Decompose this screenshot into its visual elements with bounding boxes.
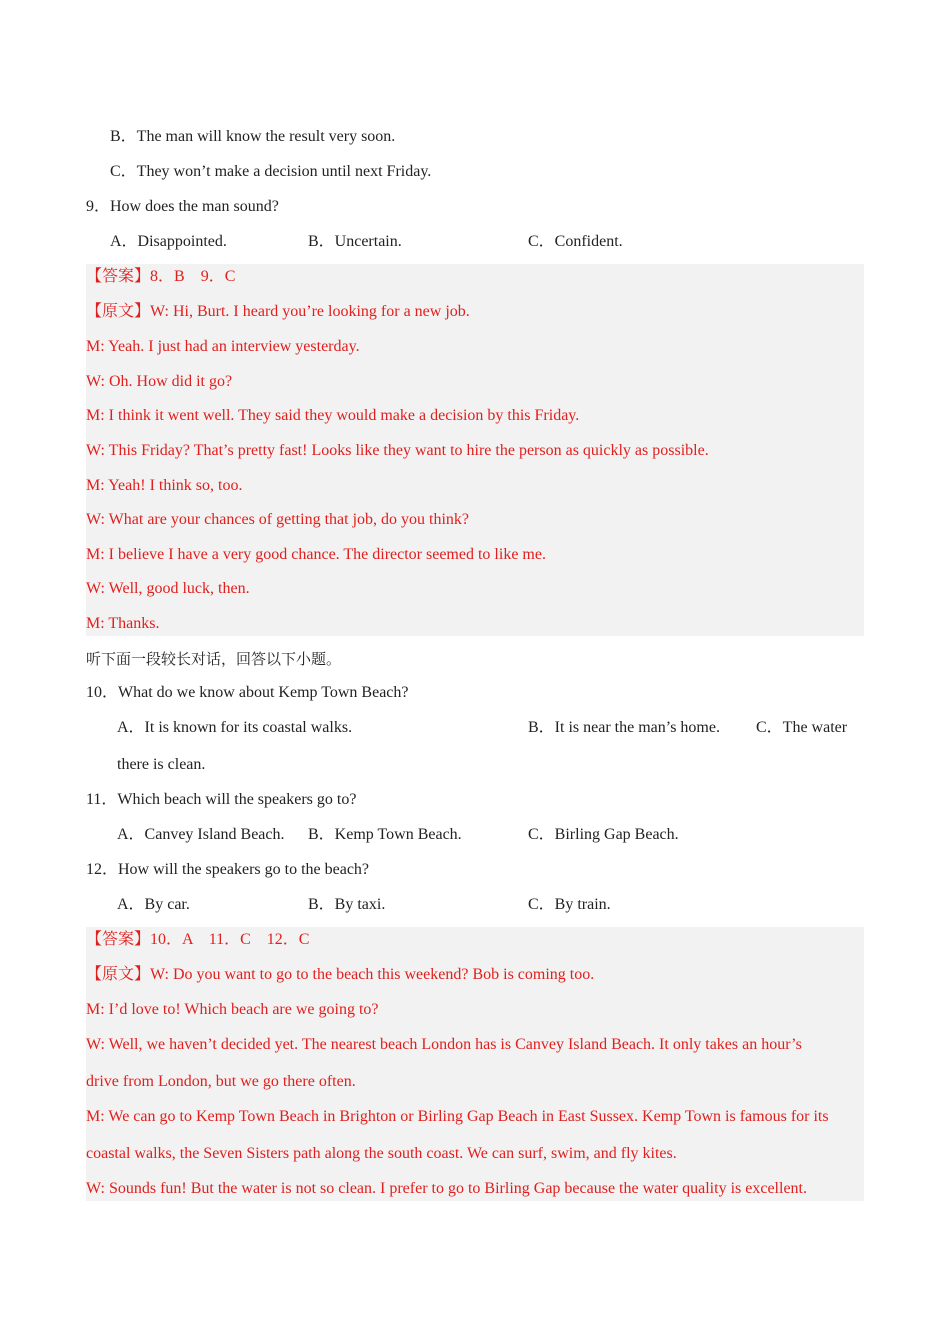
- q12-option-b: B．By taxi.: [308, 896, 386, 913]
- transcript-2-line: drive from London, but we go there often.: [86, 1073, 356, 1090]
- transcript-1-line: W: Well, good luck, then.: [86, 580, 250, 597]
- transcript-2-line: M: I’d love to! Which beach are we going to?: [86, 1001, 379, 1018]
- q11-option-b: B．Kemp Town Beach.: [308, 826, 462, 843]
- q8-option-c: C．They won’t make a decision until next Friday.: [110, 163, 432, 180]
- transcript-1-line: M: Thanks.: [86, 615, 160, 632]
- q9-question: 9．How does the man sound?: [86, 198, 279, 215]
- answer-label: 【答案】: [86, 268, 151, 285]
- q9-option-c: C．Confident.: [528, 233, 623, 250]
- q11-option-c: C．Birling Gap Beach.: [528, 826, 679, 843]
- transcript-2-line: M: We can go to Kemp Town Beach in Brighton or Birling Gap Beach in East Sussex. Kemp Town is famous for its: [86, 1108, 829, 1125]
- transcript-2-line: W: Sounds fun! But the water is not so clean. I prefer to go to Birling Gap because the water quality is excellent.: [86, 1180, 807, 1197]
- q11-question: 11．Which beach will the speakers go to?: [86, 791, 357, 808]
- section-instruction: 听下面一段较长对话，回答以下小题。: [86, 650, 342, 668]
- transcript-1-line: M: Yeah. I just had an interview yesterday.: [86, 338, 360, 355]
- q10-option-c: C．The water: [756, 719, 848, 736]
- q10-question: 10．What do we know about Kemp Town Beach?: [86, 684, 409, 701]
- transcript-2-line: W: Well, we haven’t decided yet. The nearest beach London has is Canvey Island Beach. It only takes an hour’s: [86, 1036, 802, 1053]
- transcript-1-line: M: I believe I have a very good chance. The director seemed to like me.: [86, 546, 546, 563]
- answer-text: 8．B 9．C: [150, 268, 236, 285]
- transcript-2-line: coastal walks, the Seven Sisters path along the south coast. We can surf, swim, and fly kites.: [86, 1145, 677, 1162]
- answer-2: [86, 930, 309, 950]
- q11-option-a: A．Canvey Island Beach.: [117, 826, 285, 843]
- transcript-1-line: W: This Friday? That’s pretty fast! Looks like they want to hire the person as quickly as possible.: [86, 442, 709, 459]
- q12-option-a: A．By car.: [117, 896, 190, 913]
- q10-option-c-continued: there is clean.: [117, 756, 206, 773]
- answer-text: 10．A 11．C 12．C: [150, 931, 310, 948]
- transcript-1-line: W: What are your chances of getting that job, do you think?: [86, 511, 469, 528]
- q9-option-b: B．Uncertain.: [308, 233, 402, 250]
- q10-option-b: B．It is near the man’s home.: [528, 719, 720, 736]
- transcript-label: 【原文】: [86, 966, 151, 983]
- transcript-1-line: M: I think it went well. They said they would make a decision by this Friday.: [86, 407, 580, 424]
- answer-label: 【答案】: [86, 931, 151, 948]
- q12-question: 12．How will the speakers go to the beach?: [86, 861, 370, 878]
- q9-option-a: A．Disappointed.: [110, 233, 227, 250]
- q8-option-b: B．The man will know the result very soon.: [110, 128, 396, 145]
- answer-1: [86, 267, 235, 287]
- q10-option-a: A．It is known for its coastal walks.: [117, 719, 353, 736]
- transcript-1-line: W: Oh. How did it go?: [86, 373, 233, 390]
- transcript-1-line: 【原文】W: Hi, Burt. I heard you’re looking for a new job.: [86, 303, 470, 320]
- transcript-2-line: 【原文】W: Do you want to go to the beach this weekend? Bob is coming too.: [86, 966, 595, 983]
- transcript-label: 【原文】: [86, 303, 151, 320]
- q12-option-c: C．By train.: [528, 896, 611, 913]
- transcript-1-line: M: Yeah! I think so, too.: [86, 477, 243, 494]
